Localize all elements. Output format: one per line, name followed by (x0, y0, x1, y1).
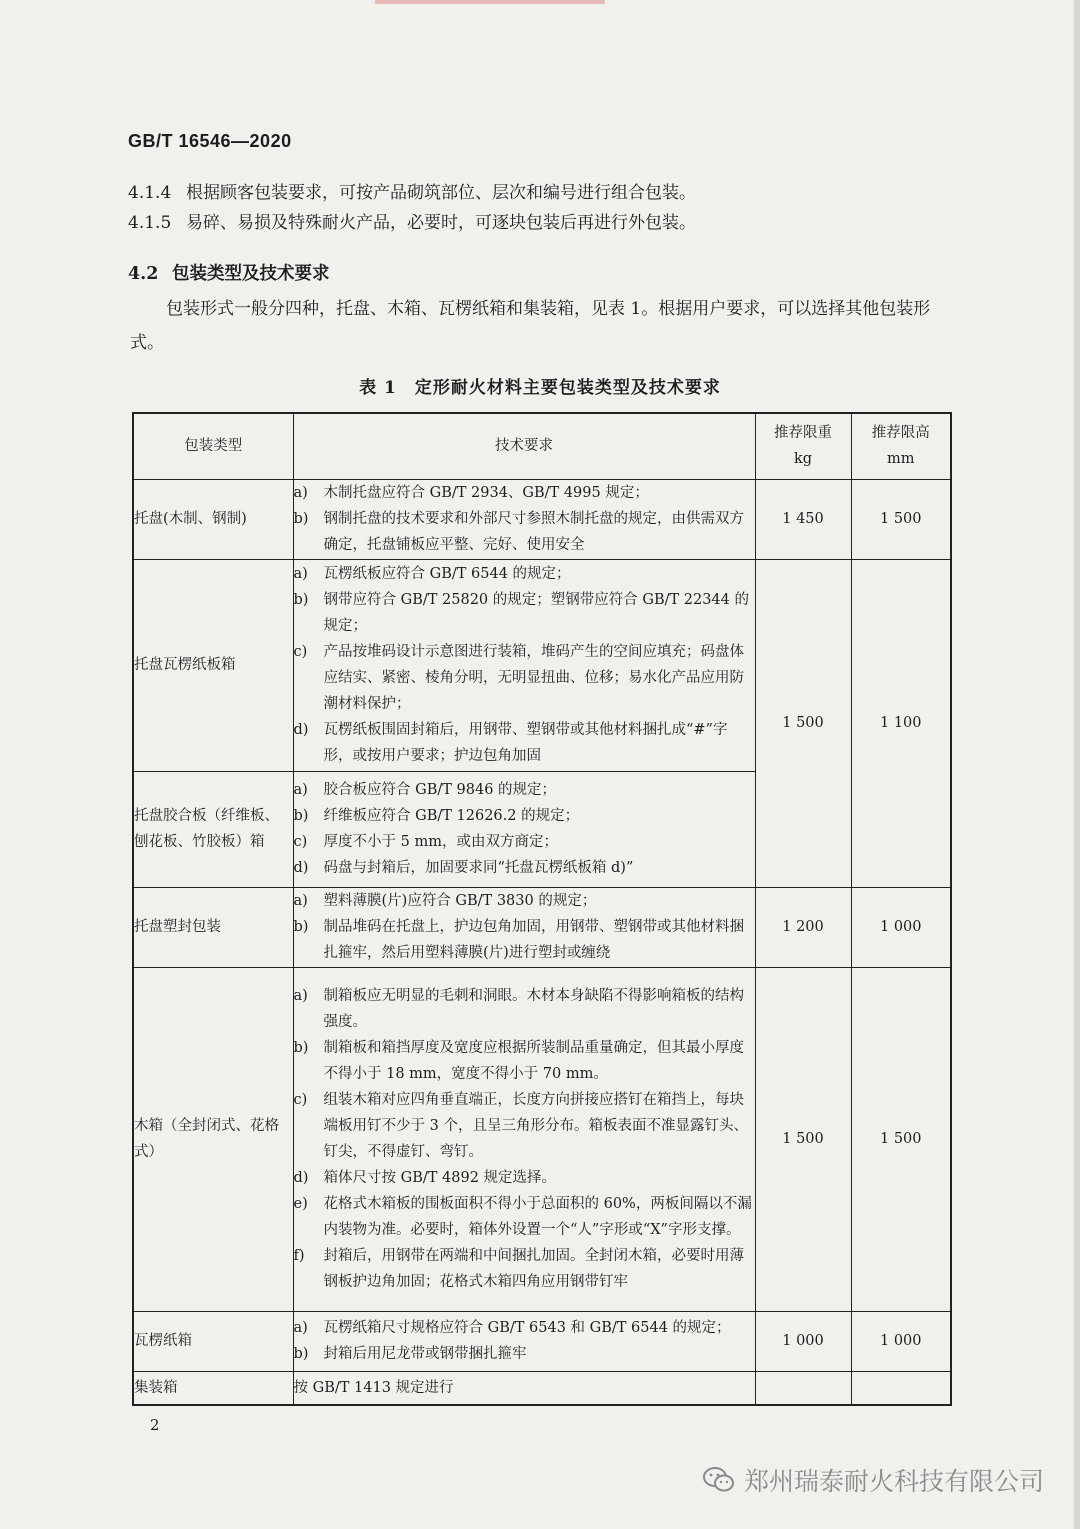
cell-requirements (293, 887, 755, 967)
item-text: 码盘与封箱后，加固要求同“托盘瓦楞纸板箱 d)” (323, 860, 634, 876)
item-text: 瓦楞纸板围固封箱后，用钢带、塑钢带或其他材料捆扎成“#”字形，或按用户要求；护边包角加固 (323, 722, 728, 764)
cell-weight: 1 450 (755, 479, 851, 559)
item-label: a) (293, 893, 308, 909)
requirement-item (294, 1087, 755, 1165)
header-height (851, 413, 951, 479)
item-label: a) (293, 782, 308, 798)
item-label: b) (293, 1040, 309, 1056)
item-label: b) (293, 511, 309, 527)
item-text: 制品堆码在托盘上，护边包角加固，用钢带、塑钢带或其他材料捆扎箍牢，然后用塑料薄膜(片)进行塑封或缠绕 (323, 919, 744, 961)
item-text: 钢制托盘的技术要求和外部尺寸参照木制托盘的规定，由供需双方确定，托盘铺板应平整、完好、使用安全 (323, 511, 744, 553)
header-type: 包装类型 (133, 413, 293, 479)
clause-text: 根据顾客包装要求，可按产品砌筑部位、层次和编号进行组合包装。 (186, 183, 696, 203)
section-number: 4.2 (128, 264, 159, 284)
cell-height: 1 100 (851, 559, 951, 887)
item-label: b) (293, 808, 309, 824)
header-weight (755, 413, 851, 479)
requirement-item (294, 1035, 755, 1087)
cell-type: 托盘瓦楞纸板箱 (133, 559, 293, 771)
cell-height: 1 000 (851, 887, 951, 967)
cell-height (851, 1371, 951, 1405)
cell-height: 1 500 (851, 967, 951, 1311)
requirement-item (294, 888, 755, 914)
item-text: 塑料薄膜(片)应符合 GB/T 3830 的规定； (323, 893, 597, 909)
item-label: a) (293, 566, 308, 582)
requirement-item (294, 480, 755, 506)
item-text: 花格式木箱板的围板面积不得小于总面积的 60%，两板间隔以不漏内装物为准。必要时，箱体外设置一个“人”字形或“X”字形支撑。 (323, 1196, 752, 1238)
requirement-item (294, 639, 755, 717)
cell-requirements (293, 771, 755, 887)
item-text: 钢带应符合 GB/T 25820 的规定；塑钢带应符合 GB/T 22344 的规定； (323, 592, 749, 634)
cell-height: 1 000 (851, 1311, 951, 1371)
item-label: b) (293, 919, 309, 935)
clause-4-1-4 (128, 181, 696, 205)
requirement-item (294, 1165, 755, 1191)
cell-weight: 1 200 (755, 887, 851, 967)
item-label: d) (293, 722, 309, 738)
table-row (133, 1311, 951, 1371)
item-label: a) (293, 485, 308, 501)
item-text: 封箱后用尼龙带或钢带捆扎箍牢 (323, 1346, 527, 1362)
table-caption: 表 1 定形耐火材料主要包装类型及技术要求 (359, 378, 721, 398)
requirement-item (294, 777, 755, 803)
cell-requirements (293, 479, 755, 559)
table-row (133, 887, 951, 967)
requirement-item (294, 506, 755, 558)
requirement-item (294, 561, 755, 587)
item-text: 木制托盘应符合 GB/T 2934、GB/T 4995 规定； (323, 485, 649, 501)
cell-requirements (293, 559, 755, 771)
item-label: c) (293, 1092, 308, 1108)
item-label: d) (293, 1170, 309, 1186)
requirement-item (294, 717, 755, 769)
requirement-item (294, 983, 755, 1035)
item-label: d) (293, 860, 309, 876)
table-row (133, 967, 951, 1311)
body-paragraph: 包装形式一般分四种，托盘、木箱、瓦楞纸箱和集装箱，见表 1。根据用户要求，可以选择其他包装形式。 (130, 299, 931, 353)
section-title: 包装类型及技术要求 (172, 264, 330, 284)
item-label: a) (293, 988, 308, 1004)
watermark-text: 郑州瑞泰耐火科技有限公司 (743, 1467, 1044, 1496)
standard-number: GB/T 16546—2020 (128, 131, 292, 151)
item-text: 制箱板应无明显的毛刺和洞眼。木材本身缺陷不得影响箱板的结构强度。 (323, 988, 744, 1030)
cell-weight: 1 000 (755, 1311, 851, 1371)
clause-text: 易碎、易损及特殊耐火产品，必要时，可逐块包装后再进行外包装。 (186, 213, 696, 233)
item-label: b) (293, 592, 309, 608)
cell-weight: 1 500 (755, 559, 851, 887)
cell-requirements (293, 1311, 755, 1371)
cell-requirements: 按 GB/T 1413 规定进行 (293, 1371, 755, 1405)
header-requirements: 技术要求 (293, 413, 755, 479)
item-label: f) (293, 1248, 305, 1264)
cell-weight (755, 1371, 851, 1405)
requirement-item (294, 1315, 755, 1341)
requirement-item (294, 1191, 755, 1243)
item-text: 组装木箱对应四角垂直端正，长度方向拼接应搭钉在箱挡上，每块端板用钉不少于 3 个，且呈三角形分布。箱板表面不准显露钉头、钉尖，不得虚钉、弯钉。 (323, 1092, 748, 1160)
item-label: c) (293, 834, 308, 850)
requirement-item (294, 1243, 755, 1295)
cell-type: 托盘胶合板（纤维板、刨花板、竹胶板）箱 (133, 771, 293, 887)
cell-height: 1 500 (851, 479, 951, 559)
watermark (702, 1462, 1044, 1498)
cell-type: 托盘塑封包装 (133, 887, 293, 967)
item-label: c) (293, 644, 308, 660)
item-text: 胶合板应符合 GB/T 9846 的规定； (323, 782, 557, 798)
cell-type: 托盘(木制、钢制) (133, 479, 293, 559)
item-text: 制箱板和箱挡厚度及宽度应根据所装制品重量确定，但其最小厚度不得小于 18 mm，宽度不得小于 70 mm。 (323, 1040, 744, 1082)
item-text: 瓦楞纸箱尺寸规格应符合 GB/T 6543 和 GB/T 6544 的规定； (323, 1320, 731, 1336)
header-weight-label: 推荐限重 (774, 425, 832, 442)
header-height-label: 推荐限高 (871, 425, 930, 442)
item-text: 产品按堆码设计示意图进行装箱，堆码产生的空间应填充；码盘体应结实、紧密、棱角分明，无明显扭曲、位移；易水化产品应用防潮材料保护； (323, 644, 744, 712)
table-header-row (133, 413, 951, 479)
wechat-icon (702, 1465, 736, 1495)
header-weight-unit: kg (793, 451, 813, 468)
requirement-item (294, 914, 755, 966)
page-number: 2 (150, 1416, 160, 1434)
cell-requirements (293, 967, 755, 1311)
section-heading (128, 260, 330, 285)
requirement-item (294, 829, 755, 855)
tape-mark (375, 0, 605, 4)
item-label: a) (293, 1320, 308, 1336)
item-text: 箱体尺寸按 GB/T 4892 规定选择。 (323, 1170, 557, 1186)
item-text: 纤维板应符合 GB/T 12626.2 的规定； (323, 808, 580, 824)
requirement-item (294, 803, 755, 829)
table-row (133, 1371, 951, 1405)
requirement-item (294, 587, 755, 639)
requirement-item (294, 855, 755, 881)
clause-number: 4.1.4 (128, 183, 172, 203)
cell-type: 瓦楞纸箱 (133, 1311, 293, 1371)
item-text: 瓦楞纸板应符合 GB/T 6544 的规定； (323, 566, 571, 582)
packaging-table (132, 412, 952, 1406)
item-text: 厚度不小于 5 mm，或由双方商定； (323, 834, 558, 850)
table-row (133, 479, 951, 559)
cell-type: 木箱（全封闭式、花格式） (133, 967, 293, 1311)
clause-4-1-5 (128, 211, 696, 235)
item-text: 封箱后，用钢带在两端和中间捆扎加固。全封闭木箱，必要时用薄钢板护边角加固；花格式木箱四角应用钢带钉牢 (323, 1248, 744, 1290)
cell-weight: 1 500 (755, 967, 851, 1311)
item-label: b) (293, 1346, 309, 1362)
item-label: e) (293, 1196, 308, 1212)
cell-type: 集装箱 (133, 1371, 293, 1405)
table-row (133, 559, 951, 771)
requirement-item (294, 1341, 755, 1367)
page-edge (1074, 0, 1080, 1529)
clause-number: 4.1.5 (128, 213, 172, 233)
header-height-unit: mm (887, 451, 915, 468)
